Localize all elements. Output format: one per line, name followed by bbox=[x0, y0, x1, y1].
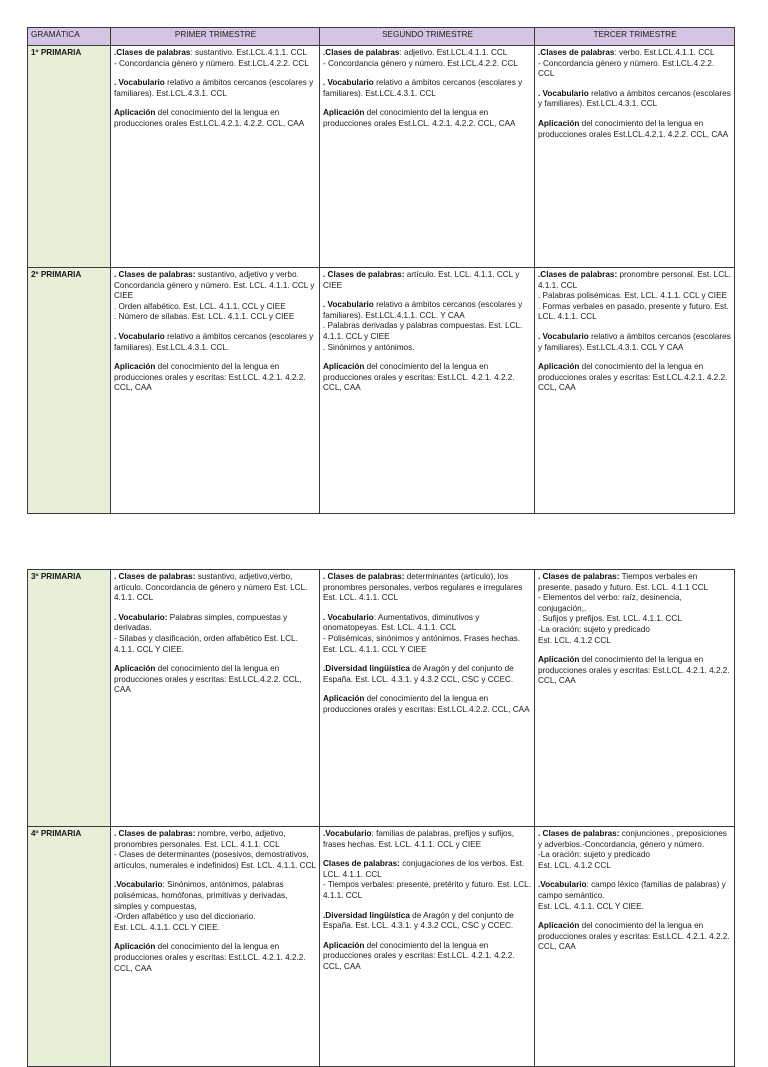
cell-t1 bbox=[111, 46, 320, 268]
block-line: -Orden alfabético y uso del diccionario. bbox=[114, 912, 256, 922]
content-block: Clases de palabras: conjugaciones de los verbos. Est. LCL. 4.1.1. CCL - Tiempos verbales: presente, pretérito y futuro. Est. LCL. 4.1.1. CCL bbox=[323, 859, 531, 900]
block-heading: .Clases de palabras: bbox=[538, 270, 618, 279]
block-line: . Palabras derivadas y palabras compuestas. Est. LCL. 4.1.1. CCL y CIEE bbox=[323, 321, 523, 341]
content-block: . Clases de palabras: Tiempos verbales en presente, pasado y futuro. Est. LCL. 4.1.1 CCL - Elementos del verbo: raíz, desinencia, conjugación,. . Sufijos y prefijos. Est. LCL. 4.1.1. CCL -La oración: sujeto y predicado Est. LCL. 4.1.2 CCL bbox=[538, 572, 732, 646]
content-block: .Diversidad lingüística de Aragón y del conjunto de España. Est. LCL. 4.3.1. y 4.3.2 CCL, CSC y CCEC. bbox=[323, 664, 514, 684]
content-block: .Vocabulario: campo léxico (familias de palabras) y campo semántico. Est. LCL. 4.1.1. CCL Y CIEE. bbox=[538, 880, 732, 912]
block-line: . Sufijos y prefijos. Est. LCL. 4.1.1. CCL bbox=[538, 614, 682, 624]
block-heading: Aplicación bbox=[538, 921, 580, 931]
block-heading: . Vocabulario bbox=[114, 331, 165, 341]
content-block: Aplicación del conocimiento del la lengua en producciones orales y escritas: Est.LCL. 4.2.1. 4.2.2. CCL, CAA bbox=[114, 362, 306, 393]
block-heading: . Clases de palabras: bbox=[114, 572, 196, 581]
block-heading: . Vocabulario bbox=[323, 78, 374, 88]
block-heading: Aplicación bbox=[323, 108, 365, 118]
cell-t2 bbox=[320, 46, 535, 268]
table-row bbox=[28, 268, 735, 514]
cell-t2 bbox=[320, 827, 535, 1067]
block-heading: Aplicación bbox=[114, 664, 156, 674]
block-line: . Sinónimos y antónimos. bbox=[323, 342, 415, 352]
content-block: Aplicación del conocimiento del la lengua en producciones orales Est.LCL. 4.2.1. 4.2.2. CCL, CAA bbox=[323, 108, 516, 128]
content-block: . Clases de palabras: sustantivo, adjetivo,verbo, artículo. Concordancia de género y número Est. LCL. 4.1.1. CCL bbox=[114, 572, 308, 603]
block-line: Est. LCL. 4.1.2 CCL bbox=[538, 860, 611, 870]
content-block: . Vocabulario relativo a ámbitos cercanos (escolares y familiares). Est.LCL.4.1.1. CCL. Y CAA . Palabras derivadas y palabras compuestas. Est. LCL. 4.1.1. CCL y CIEE . Sinónimos y antónimos. bbox=[323, 300, 532, 353]
block-line: - Polisémicas, sinónimos y antónimos. Frases hechas. Est. LCL. 4.1.1. CCL Y CIEE bbox=[323, 633, 521, 654]
table-row bbox=[28, 46, 735, 268]
content-block: Aplicación del conocimiento del la lengua en producciones orales y escritas: Est.LCL.4.2.2. CCL, CAA bbox=[114, 664, 302, 695]
block-heading: . Clases de palabras: bbox=[114, 270, 196, 279]
block-line: - Concordancia género y número. Est.LCL.4.2.2. CCL bbox=[114, 58, 309, 68]
content-block: Aplicación del conocimiento del la lengua en producciones orales y escritas: Est.LCL. 4.2.1. 4.2.2. CCL, CAA bbox=[323, 940, 515, 971]
block-heading: .Vocabulario bbox=[538, 880, 587, 890]
content-block: . Vocabulario: Aumentativos, diminutivos y onomatopeyas. Est. LCL. 4.1.1. CCL - Polisémicas, sinónimos y antónimos. Frases hechas. Est. LCL. 4.1.1. CCL Y CIEE bbox=[323, 613, 532, 655]
content-block: Aplicación del conocimiento del la lengua en producciones orales y escritas: Est.LCL. 4.2.1. 4.2.2. CCL, CAA bbox=[323, 362, 515, 393]
block-heading: .Clases de palabras bbox=[114, 48, 191, 57]
cell-t2 bbox=[320, 570, 535, 827]
block-heading: .Vocabulario bbox=[323, 829, 372, 838]
block-heading: . Vocabulario bbox=[538, 331, 589, 341]
content-block: Aplicación del conocimiento del la lengua en producciones orales y escritas: Est.LCL. 4.2.1. 4.2.2. CCL, CAA bbox=[538, 921, 730, 952]
block-line: . Palabras polisémicas. Est. LCL. 4.1.1. CCL y CIEE bbox=[538, 291, 727, 301]
block-line: . Orden alfabético. Est. LCL. 4.1.1. CCL y CIEE bbox=[114, 301, 286, 311]
block-line: - Tiempos verbales: presente, pretérito y futuro. Est. LCL. 4.1.1. CCL bbox=[323, 880, 531, 900]
content-block: . Vocabulario relativo a ámbitos cercanos (escolares y familiares). Est.LCL.4.3.1. CCL Y CAA bbox=[538, 331, 731, 352]
cell-t1 bbox=[111, 827, 320, 1067]
block-heading: Aplicación bbox=[538, 362, 580, 372]
block-line: - Concordancia género y número. Est.LCL.4.2.2. CCL bbox=[323, 58, 518, 68]
content-block: Aplicación del conocimiento del la lengua en producciones orales y escritas: Est.LCL.4.2.1. 4.2.2. CCL, CAA bbox=[538, 362, 728, 393]
block-line: . Número de sílabas. Est. LCL. 4.1.1. CCL y CIEE bbox=[114, 312, 295, 322]
header-segundo-trimestre: SEGUNDO TRIMESTRE bbox=[320, 28, 535, 46]
block-heading: .Clases de palabras bbox=[323, 48, 400, 57]
cell-t1 bbox=[111, 268, 320, 514]
block-heading: Aplicación bbox=[323, 362, 365, 372]
content-block: . Clases de palabras: artículo. Est. LCL. 4.1.1. CCL y CIEE bbox=[323, 270, 520, 290]
block-line: Est. LCL. 4.1.2 CCL bbox=[538, 635, 611, 645]
block-heading: . Clases de palabras: bbox=[323, 270, 405, 279]
row-label: 4º PRIMARIA bbox=[28, 827, 111, 1067]
block-heading: . Vocabulario: bbox=[114, 612, 168, 622]
block-heading: Aplicación bbox=[114, 362, 156, 372]
content-block: Aplicación del conocimiento del la lengua en producciones orales Est.LCL.4.2.1. 4.2.2. CCL, CAA bbox=[538, 118, 729, 139]
block-heading: .Vocabulario bbox=[114, 880, 163, 890]
row-label: 3º PRIMARIA bbox=[28, 570, 111, 827]
content-block: .Clases de palabras: verbo. Est.LCL.4.1.1. CCL - Concordancia género y número. Est.LCL.4.2.2. CCL bbox=[538, 48, 732, 80]
block-line: . Formas verbales en pasado, presente y futuro. Est. LCL. 4.1.1. CCL bbox=[538, 301, 729, 322]
block-line: Est. LCL. 4.1.1. CCL Y CIEE. bbox=[538, 901, 644, 911]
content-block: . Vocabulario relativo a ámbitos cercanos (escolares y familiares). Est.LCL.4.3.1. CCL bbox=[538, 88, 731, 109]
content-block: . Clases de palabras: nombre, verbo, adjetivo, pronombres personales. Est. LCL. 4.1.1. CCL - Clases de determinantes (posesivos, demostrativos, artículos, numerales e indefinidos) Est. LCL. 4.1.1. CCL bbox=[114, 829, 317, 870]
content-block: . Clases de palabras: sustantivo, adjetivo y verbo. Concordancia género y número. Est. LCL. 4.1.1. CCL y CIEE . Orden alfabético. Est. LCL. 4.1.1. CCL y CIEE . Número de sílabas. Est. LCL. 4.1.1. CCL y CIEE bbox=[114, 270, 317, 323]
content-block: Aplicación del conocimiento del la lengua en producciones orales y escritas: Est.LCL. 4.2.1. 4.2.2. CCL, CAA bbox=[114, 942, 306, 973]
block-heading: . Clases de palabras: bbox=[538, 829, 620, 838]
block-heading: . Vocabulario bbox=[114, 78, 165, 88]
table-row bbox=[28, 570, 735, 827]
row-label: 1º PRIMARIA bbox=[28, 46, 111, 268]
content-block: .Vocabulario: Sinónimos, antónimos, palabras polisémicas, homófonas, primitivas y derivadas, simples y compuestas, -Orden alfabético y uso del diccionario. Est. LCL. 4.1.1. CCL Y CIEE. bbox=[114, 880, 317, 933]
block-heading: Aplicación bbox=[114, 108, 156, 118]
content-block: .Clases de palabras: adjetivo. Est.LCL.4.1.1. CCL - Concordancia género y número. Est.LCL.4.2.2. CCL bbox=[323, 48, 532, 69]
block-heading: Aplicación bbox=[114, 942, 156, 952]
content-block: . Vocabulario relativo a ámbitos cercanos (escolares y familiares). Est.LCL.4.3.1. CCL bbox=[323, 78, 523, 98]
block-heading: Aplicación bbox=[323, 940, 365, 950]
block-heading: Clases de palabras: bbox=[323, 859, 400, 869]
content-block: .Clases de palabras: sustantivo. Est.LCL.4.1.1. CCL - Concordancia género y número. Est.LCL.4.2.2. CCL bbox=[114, 48, 317, 69]
header-gramatica: GRAMÁTICA bbox=[28, 28, 111, 46]
content-block: . Clases de palabras: conjunciones , preposiciones y adverbios.-Concordancia, género y número. -La oración: sujeto y predicado Est. LCL. 4.1.2 CCL bbox=[538, 829, 732, 871]
content-block: .Vocabulario: familias de palabras, prefijos y sufijos, frases hechas. Est. LCL. 4.1.1. CCL y CIEE bbox=[323, 829, 514, 849]
block-line: - Clases de determinantes (posesivos, demostrativos, artículos, numerales e indefinidos) Est. LCL. 4.1.1. CCL bbox=[114, 850, 317, 870]
cell-t1 bbox=[111, 570, 320, 827]
block-heading: . Vocabulario bbox=[538, 88, 589, 98]
block-heading: Aplicación bbox=[538, 118, 580, 128]
block-heading: .Diversidad lingüística bbox=[323, 910, 410, 920]
content-block: .Clases de palabras: pronombre personal. Est. LCL. 4.1.1. CCL . Palabras polisémicas. Est. LCL. 4.1.1. CCL y CIEE . Formas verbales en pasado, presente y futuro. Est. LCL. 4.1.1. CCL bbox=[538, 270, 731, 322]
cell-t3 bbox=[535, 827, 735, 1067]
content-block: . Vocabulario relativo a ámbitos cercanos (escolares y familiares). Est.LCL.4.3.1. CCL bbox=[114, 78, 314, 98]
content-block: Aplicación del conocimiento del la lengua en producciones orales Est.LCL.4.2.1. 4.2.2. CCL, CAA bbox=[114, 108, 305, 128]
header-primer-trimestre: PRIMER TRIMESTRE bbox=[111, 28, 320, 46]
content-block: . Vocabulario relativo a ámbitos cercanos (escolares y familiares). Est.LCL.4.3.1. CCL. bbox=[114, 331, 314, 352]
block-line: Est. LCL. 4.1.1. CCL Y CIEE. bbox=[114, 922, 220, 932]
block-heading: Aplicación bbox=[323, 694, 365, 704]
cell-t3 bbox=[535, 268, 735, 514]
block-line: - Elementos del verbo: raíz, desinencia, conjugación,. bbox=[538, 593, 682, 613]
block-heading: . Vocabulario bbox=[323, 612, 374, 622]
block-heading: . Clases de palabras: bbox=[114, 829, 196, 838]
content-block: . Clases de palabras: determinantes (artículo), los pronombres personales, verbos regulares e irregulares Est. LCL. 4.1.1. CCL bbox=[323, 572, 523, 603]
block-heading: . Clases de palabras: bbox=[538, 572, 620, 581]
cell-t3 bbox=[535, 46, 735, 268]
content-block: Aplicación del conocimiento del la lengua en producciones orales y escritas: Est.LCL. 4.2.1. 4.2.2. CCL, CAA bbox=[538, 655, 730, 686]
grammar-table-top bbox=[27, 27, 735, 514]
row-label: 2º PRIMARIA bbox=[28, 268, 111, 514]
content-block: .Diversidad lingüística de Aragón y del conjunto de España. Est. LCL. 4.3.1. y 4.3.2 CCL, CSC y CCEC. bbox=[323, 910, 514, 931]
block-line: -La oración: sujeto y predicado bbox=[538, 850, 650, 860]
block-heading: .Diversidad lingüística bbox=[323, 664, 410, 674]
header-tercer-trimestre: TERCER TRIMESTRE bbox=[535, 28, 735, 46]
block-heading: Aplicación bbox=[538, 655, 580, 665]
content-block: . Vocabulario: Palabras simples, compuestas y derivadas. - Sílabas y clasificación, orden alfabético Est. LCL. 4.1.1. CCL Y CIEE. bbox=[114, 613, 317, 655]
block-heading: . Clases de palabras: bbox=[323, 572, 405, 581]
header-row bbox=[28, 28, 735, 46]
cell-t2 bbox=[320, 268, 535, 514]
block-line: -La oración: sujeto y predicado bbox=[538, 624, 650, 634]
block-heading: . Vocabulario bbox=[323, 300, 374, 310]
cell-t3 bbox=[535, 570, 735, 827]
table-row bbox=[28, 827, 735, 1067]
block-heading: .Clases de palabras bbox=[538, 48, 615, 57]
grammar-table-bottom bbox=[27, 569, 735, 1067]
block-line: - Concordancia género y número. Est.LCL.4.2.2. CCL bbox=[538, 58, 715, 79]
block-line: - Sílabas y clasificación, orden alfabético Est. LCL. 4.1.1. CCL Y CIEE. bbox=[114, 633, 298, 654]
content-block: Aplicación del conocimiento del la lengua en producciones orales y escritas: Est.LCL.4.2.2. CCL, CAA bbox=[323, 694, 530, 714]
